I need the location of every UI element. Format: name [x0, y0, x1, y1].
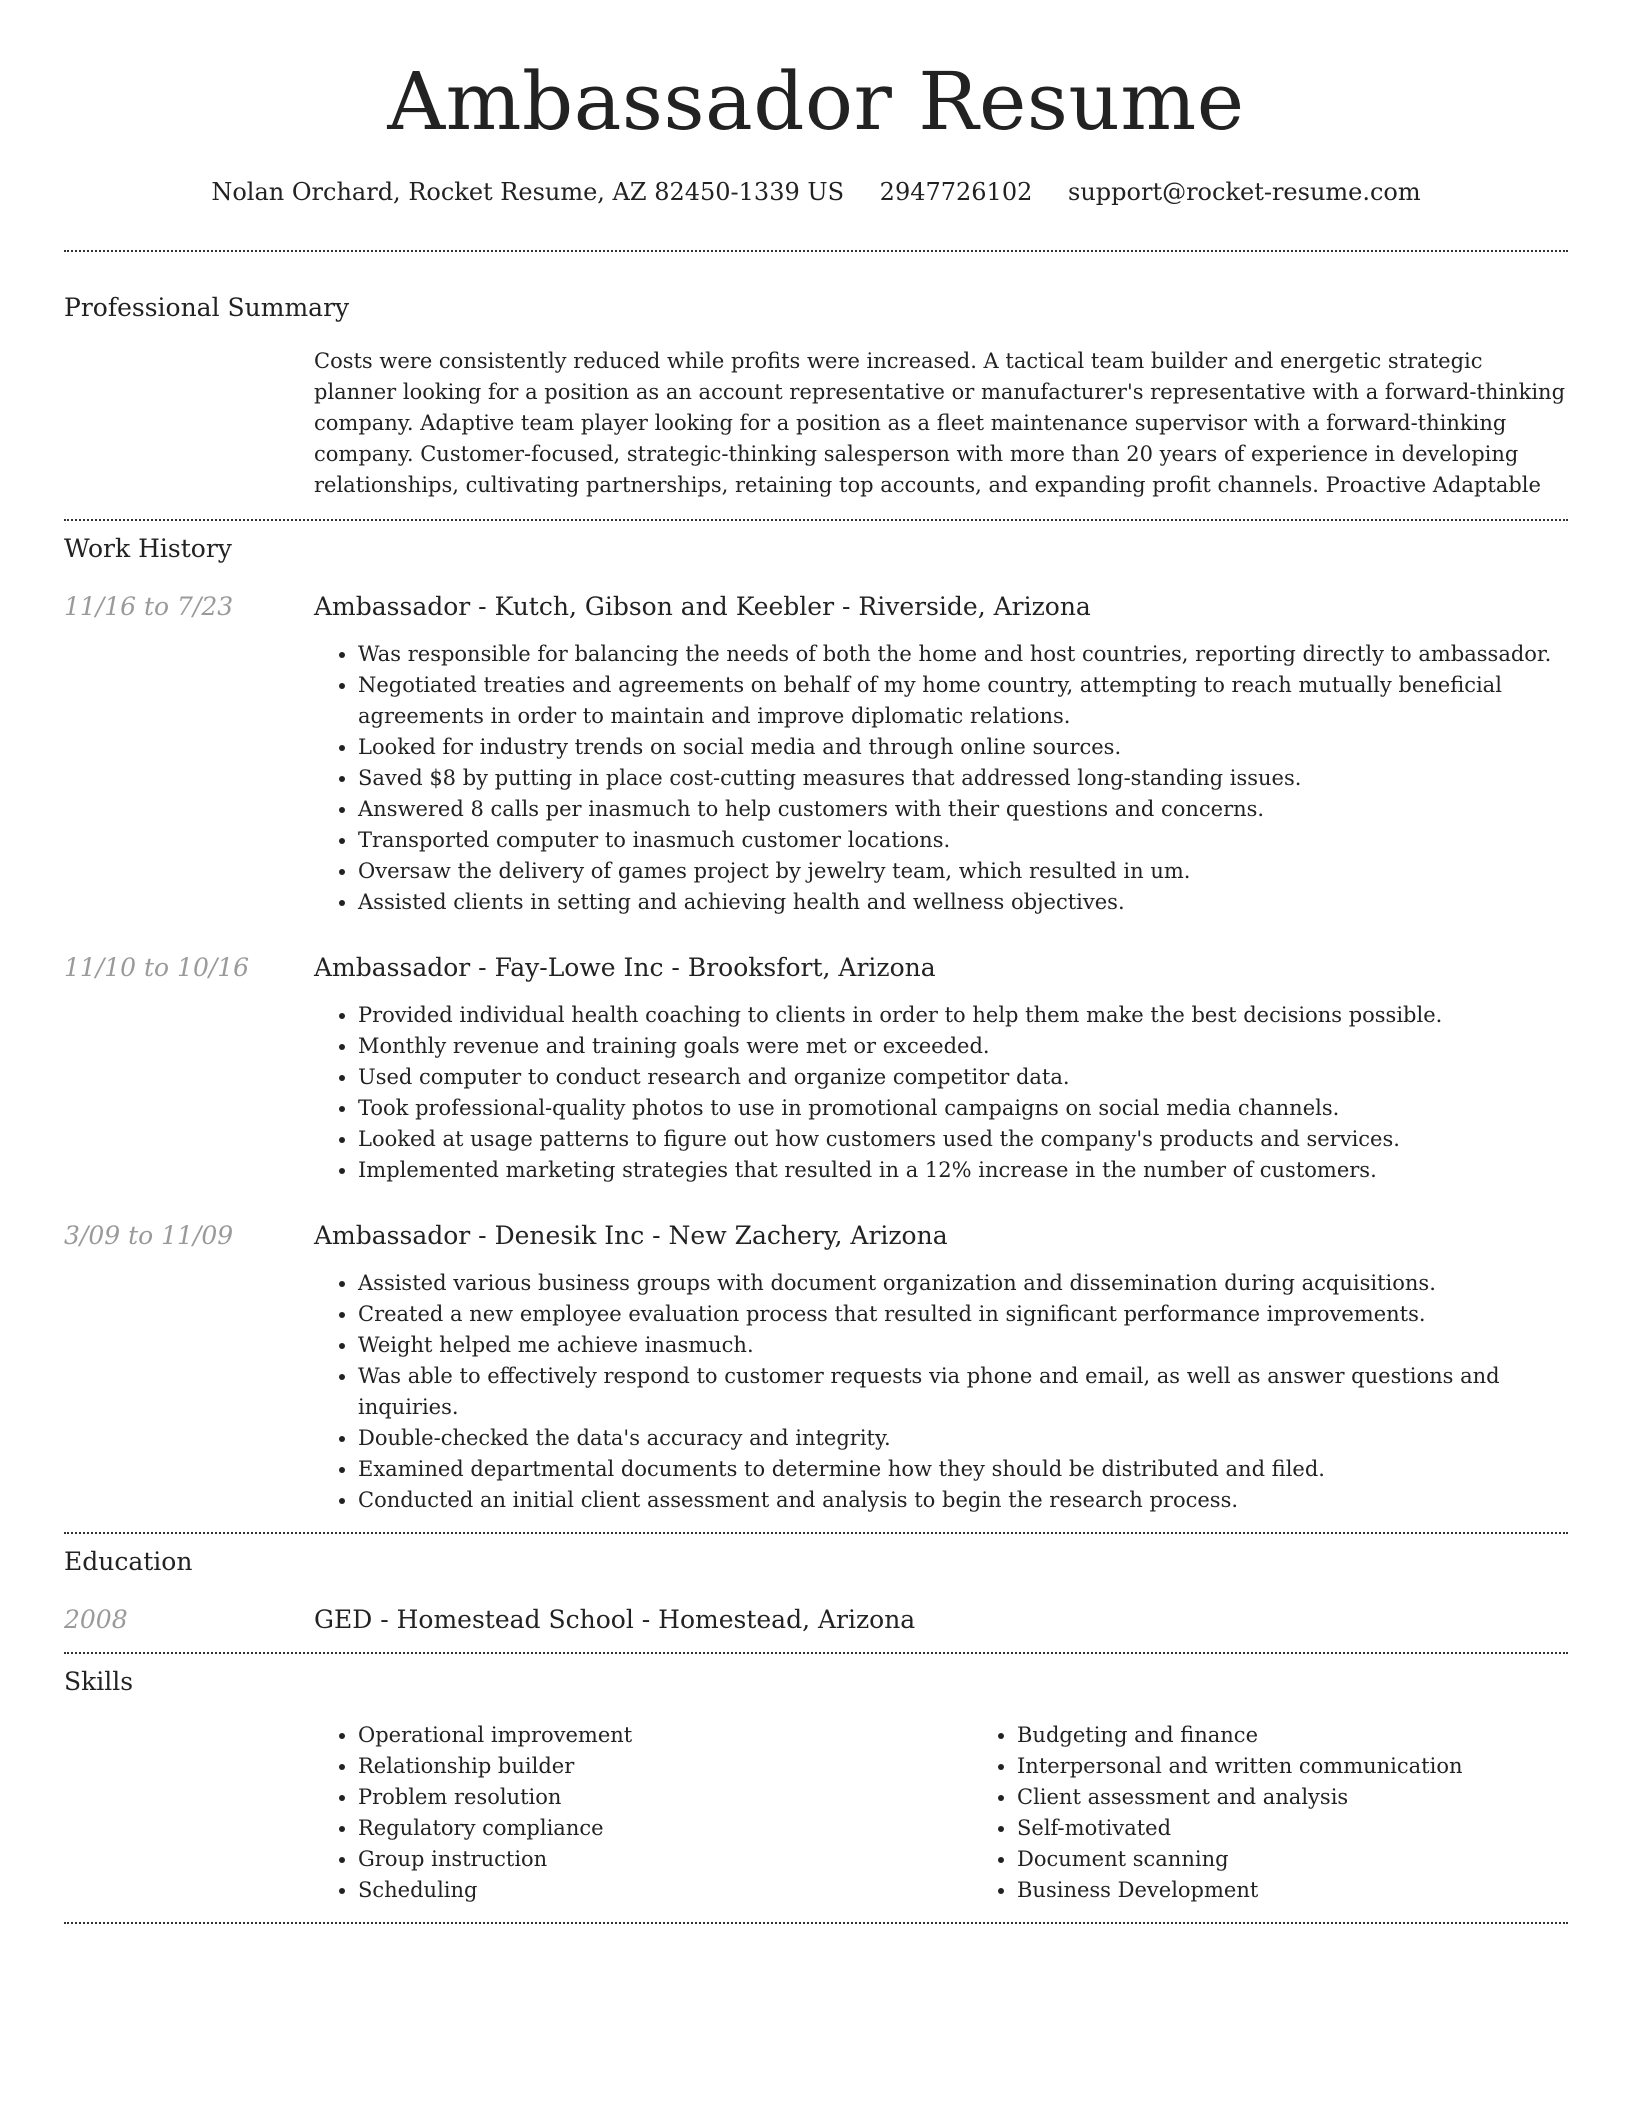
- summary-spacer: [64, 346, 314, 501]
- skill-item: • Budgeting and finance: [1017, 1720, 1632, 1751]
- job-entry: [64, 1220, 1568, 1516]
- job-bullet: • Looked for industry trends on social media and through online sources.: [358, 732, 1568, 763]
- divider: [64, 1652, 1568, 1654]
- job-bullet: • Created a new employee evaluation process that resulted in significant performance improvements.: [358, 1299, 1568, 1330]
- job-bullet: • Assisted various business groups with document organization and dissemination during acquisitions.: [358, 1268, 1568, 1299]
- skills-grid: [314, 1720, 1632, 1906]
- job-bullet: • Oversaw the delivery of games project by jewelry team, which resulted in um.: [358, 856, 1568, 887]
- contact-email: support@rocket-resume.com: [1068, 178, 1421, 206]
- job-bullet: • Used computer to conduct research and organize competitor data.: [358, 1062, 1568, 1093]
- job-bullets: [314, 639, 1568, 918]
- summary-text: Costs were consistently reduced while profits were increased. A tactical team builder and energetic strategic planner looking for a position as an account representative or manufacturer's representative with a forward-thinking company. Adaptive team player looking for a position as a fleet maintenance supervisor with a forward-thinking company. Customer-focused, strategic-thinking salesperson with more than 20 years of experience in developing relationships, cultivating partnerships, retaining top accounts, and expanding profit channels. Proactive Adaptable: [314, 349, 1566, 497]
- job-bullet: • Weight helped me achieve inasmuch.: [358, 1330, 1568, 1361]
- skill-item: • Scheduling: [358, 1875, 973, 1906]
- job-entry: [64, 591, 1568, 918]
- job-dates: 11/16 to 7/23: [64, 592, 234, 621]
- summary-row: [64, 346, 1568, 501]
- job-title: Ambassador - Kutch, Gibson and Keebler - Riverside, Arizona: [314, 592, 1091, 621]
- job-bullet: • Implemented marketing strategies that resulted in a 12% increase in the number of customers.: [358, 1155, 1568, 1186]
- job-bullet: • Assisted clients in setting and achieving health and wellness objectives.: [358, 887, 1568, 918]
- contact-phone: 2947726102: [879, 178, 1033, 206]
- divider: [64, 1922, 1568, 1924]
- job-bullet: • Answered 8 calls per inasmuch to help customers with their questions and concerns.: [358, 794, 1568, 825]
- section-heading-summary: Professional Summary: [64, 293, 350, 322]
- job-bullet: • Negotiated treaties and agreements on behalf of my home country, attempting to reach mutually beneficial agreements in order to maintain and improve diplomatic relations.: [358, 670, 1568, 732]
- job-title: Ambassador - Fay-Lowe Inc - Brooksfort, Arizona: [314, 953, 936, 982]
- job-bullet: • Provided individual health coaching to clients in order to help them make the best decisions possible.: [358, 1000, 1568, 1031]
- job-bullet: • Was responsible for balancing the needs of both the home and host countries, reporting directly to ambassador.: [358, 639, 1568, 670]
- job-bullet: • Took professional-quality photos to use in promotional campaigns on social media channels.: [358, 1093, 1568, 1124]
- contact-line: [64, 176, 1568, 208]
- divider: [64, 250, 1568, 252]
- contact-address: Nolan Orchard, Rocket Resume, AZ 82450-1339 US: [211, 178, 845, 206]
- skill-item: • Relationship builder: [358, 1751, 973, 1782]
- resume-title: Ambassador Resume: [387, 55, 1245, 148]
- skill-item: • Problem resolution: [358, 1782, 973, 1813]
- job-dates: 3/09 to 11/09: [64, 1221, 234, 1250]
- skills-list-right: [973, 1720, 1632, 1906]
- divider: [64, 1532, 1568, 1534]
- education-title: GED - Homestead School - Homestead, Arizona: [314, 1605, 916, 1634]
- job-bullets: [314, 1000, 1568, 1186]
- job-bullet: • Was able to effectively respond to customer requests via phone and email, as well as answer questions and inquiries.: [358, 1361, 1568, 1423]
- skill-item: • Operational improvement: [358, 1720, 973, 1751]
- job-body: [314, 1220, 1568, 1516]
- job-dates: 11/10 to 10/16: [64, 953, 250, 982]
- skills-list-left: [314, 1720, 973, 1906]
- job-entry: [64, 952, 1568, 1186]
- job-bullet: • Monthly revenue and training goals were met or exceeded.: [358, 1031, 1568, 1062]
- skill-item: • Group instruction: [358, 1844, 973, 1875]
- skills-row: [64, 1720, 1568, 1906]
- skill-item: • Business Development: [1017, 1875, 1632, 1906]
- divider: [64, 519, 1568, 521]
- skills-spacer: [64, 1720, 314, 1906]
- education-body: [314, 1604, 1568, 1636]
- job-bullet: • Saved $8 by putting in place cost-cutting measures that addressed long-standing issues.: [358, 763, 1568, 794]
- job-body: [314, 591, 1568, 918]
- job-bullet: • Double-checked the data's accuracy and integrity.: [358, 1423, 1568, 1454]
- section-heading-work-history: Work History: [64, 534, 232, 563]
- job-bullet: • Transported computer to inasmuch customer locations.: [358, 825, 1568, 856]
- job-bullets: [314, 1268, 1568, 1516]
- job-title: Ambassador - Denesik Inc - New Zachery, Arizona: [314, 1221, 948, 1250]
- job-body: [314, 952, 1568, 1186]
- skill-item: • Client assessment and analysis: [1017, 1782, 1632, 1813]
- skill-item: • Regulatory compliance: [358, 1813, 973, 1844]
- education-year: 2008: [64, 1605, 128, 1634]
- job-bullet: • Looked at usage patterns to figure out how customers used the company's products and services.: [358, 1124, 1568, 1155]
- education-entry: [64, 1604, 1568, 1636]
- summary-body: [314, 346, 1568, 501]
- job-bullet: • Examined departmental documents to determine how they should be distributed and filed.: [358, 1454, 1568, 1485]
- skill-item: • Document scanning: [1017, 1844, 1632, 1875]
- job-bullet: • Conducted an initial client assessment and analysis to begin the research process.: [358, 1485, 1568, 1516]
- section-heading-education: Education: [64, 1547, 193, 1576]
- section-heading-skills: Skills: [64, 1667, 134, 1696]
- skill-item: • Self-motivated: [1017, 1813, 1632, 1844]
- skill-item: • Interpersonal and written communication: [1017, 1751, 1632, 1782]
